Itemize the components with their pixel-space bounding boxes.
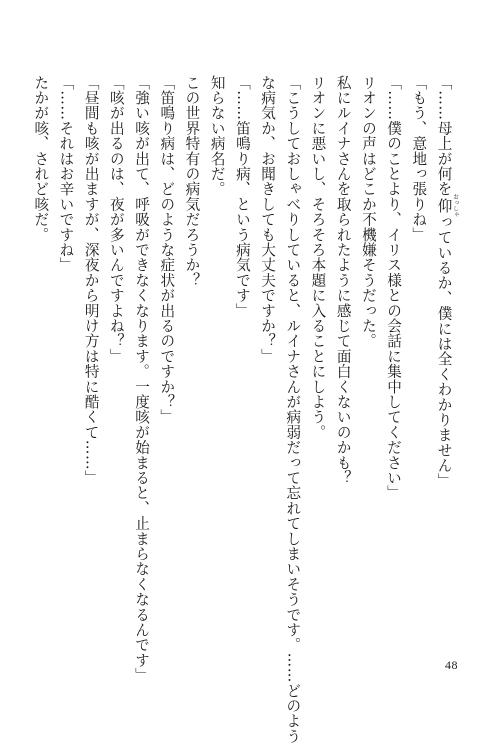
- line-1-pre: 母上が何を: [435, 120, 453, 197]
- text-line-8: な病気か、お聞きしても大丈夫ですか？」: [259, 75, 277, 364]
- text-line-14: 「咳が出るのは、夜が多いんですよね？」: [107, 75, 125, 364]
- text-line-9: 「……笛鳴り病、という病気です」: [233, 75, 251, 319]
- text-line-12: 「笛鳴り病は、どのような症状が出るのですか？」: [158, 75, 176, 425]
- text-line-15: 「昼間も咳が出ますが、深夜から明け方は特に酷くて……」: [82, 75, 100, 486]
- ruby-base: 仰: [435, 193, 453, 218]
- text-line-1: [431, 75, 458, 635]
- text-line-10: 知らない病名だ。: [208, 75, 226, 197]
- text-line-7: 「こうしておしゃべりしていると、ルイナさんが病弱だって忘れてしまいそうです。……どのよう: [284, 75, 302, 744]
- text-line-11: この世界特有の病気だろうか？: [183, 75, 201, 288]
- page-number: 48: [445, 658, 458, 672]
- ruby-word: [435, 193, 459, 218]
- text-line-4: リオンの声はどこか不機嫌そうだった。: [359, 75, 377, 349]
- text-line-5: 私にルイナさんを取られたように感じて面白くないのかも？: [334, 75, 352, 486]
- line-1-post: っているか、僕には全くわかりません」: [435, 214, 453, 489]
- text-line-17: たかが咳、されど咳だ。: [32, 75, 50, 243]
- text-line-3: 「……僕のことより、イリス様との会話に集中してください」: [385, 75, 403, 501]
- text-line-13: 「強い咳が出て、呼吸ができなくなります。一度咳が始まると、止まらなくなるんです」: [133, 75, 151, 683]
- line-1-start: 「……: [435, 75, 453, 121]
- text-line-6: リオンに悪いし、そろそろ本題に入ることにしよう。: [309, 75, 327, 440]
- text-line-16: 「……それはお辛いですね」: [57, 75, 75, 273]
- text-line-2: 「もう、意地っ張りね」: [410, 75, 428, 243]
- ruby-reading: おっしゃ: [451, 193, 459, 218]
